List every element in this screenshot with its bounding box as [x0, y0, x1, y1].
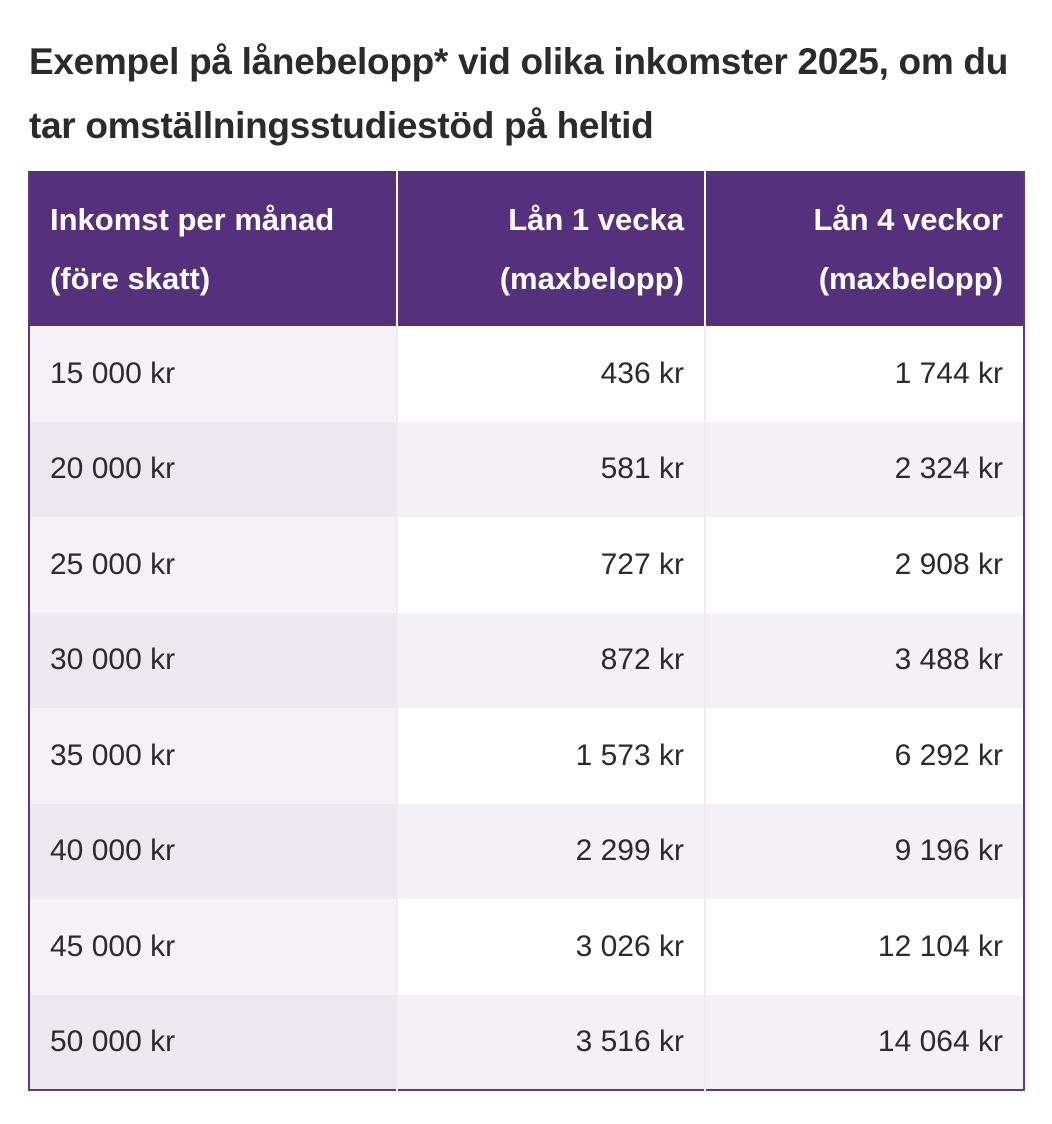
cell-loan-4-weeks: 1 744 kr: [705, 326, 1024, 422]
cell-loan-4-weeks: 3 488 kr: [705, 613, 1024, 709]
table-row: [29, 613, 1024, 709]
table-row: [29, 899, 1024, 995]
cell-loan-4-weeks: 6 292 kr: [705, 708, 1024, 804]
cell-loan-1-week: 3 516 kr: [397, 995, 705, 1091]
header-loan-4-weeks: [705, 171, 1024, 326]
cell-loan-1-week: 727 kr: [397, 517, 705, 613]
cell-loan-1-week: 436 kr: [397, 326, 705, 422]
cell-income: 45 000 kr: [29, 899, 397, 995]
header-loan-4-weeks-line2: (maxbelopp): [818, 260, 1003, 296]
loan-table: [28, 171, 1025, 1091]
cell-loan-4-weeks: 2 324 kr: [705, 422, 1024, 518]
header-income: [29, 171, 397, 326]
header-loan-1-week-line2: (maxbelopp): [499, 260, 684, 296]
page-title: Exempel på lånebelopp* vid olika inkomster 2025, om du tar omställningsstudiestöd på heltid: [29, 41, 1009, 146]
cell-loan-1-week: 3 026 kr: [397, 899, 705, 995]
table-header-row: [29, 171, 1024, 326]
table-row: [29, 517, 1024, 613]
cell-income: 35 000 kr: [29, 708, 397, 804]
cell-loan-4-weeks: 14 064 kr: [705, 995, 1024, 1091]
cell-income: 25 000 kr: [29, 517, 397, 613]
cell-loan-4-weeks: 9 196 kr: [705, 804, 1024, 900]
table-row: [29, 804, 1024, 900]
cell-income: 20 000 kr: [29, 422, 397, 518]
header-loan-1-week-line1: Lån 1 vecka: [508, 201, 684, 237]
cell-income: 15 000 kr: [29, 326, 397, 422]
cell-loan-1-week: 581 kr: [397, 422, 705, 518]
table-row: [29, 422, 1024, 518]
cell-loan-4-weeks: 12 104 kr: [705, 899, 1024, 995]
cell-income: 30 000 kr: [29, 613, 397, 709]
table-row: [29, 995, 1024, 1091]
cell-loan-1-week: 2 299 kr: [397, 804, 705, 900]
cell-loan-1-week: 872 kr: [397, 613, 705, 709]
cell-income: 40 000 kr: [29, 804, 397, 900]
cell-income: 50 000 kr: [29, 995, 397, 1091]
header-income-line1: Inkomst per månad: [50, 201, 335, 237]
cell-loan-1-week: 1 573 kr: [397, 708, 705, 804]
header-loan-1-week: [397, 171, 705, 326]
table-row: [29, 708, 1024, 804]
table-row: [29, 326, 1024, 422]
cell-loan-4-weeks: 2 908 kr: [705, 517, 1024, 613]
header-income-line2: (före skatt): [50, 260, 211, 296]
header-loan-4-weeks-line1: Lån 4 veckor: [813, 201, 1003, 237]
